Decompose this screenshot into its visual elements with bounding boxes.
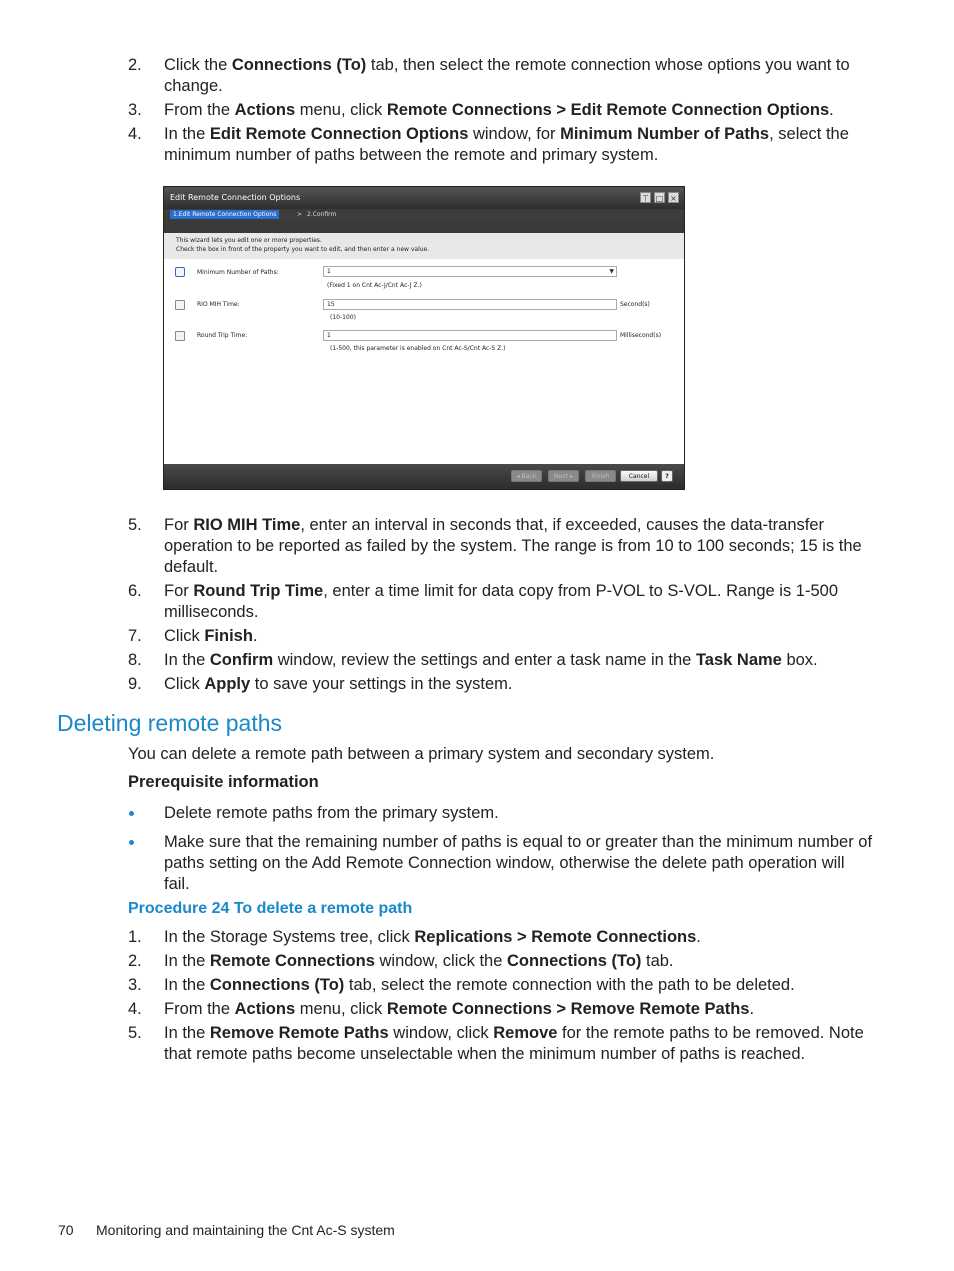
- step-text: .: [749, 1000, 755, 1018]
- step-item: [128, 975, 873, 996]
- step-number: 4.: [128, 125, 142, 143]
- step-text: In the: [164, 651, 210, 669]
- wizard-info: [164, 233, 684, 259]
- step-text: , enter a time limit for data copy from P-VOL to S-VOL. Range is 1-500 milliseconds.: [164, 582, 838, 621]
- step-text: .: [252, 627, 258, 645]
- step-text: menu, click: [295, 101, 387, 119]
- step-bold-text: Connections (To): [209, 976, 345, 994]
- step-text: From the: [164, 101, 235, 119]
- step-text: to save your settings in the system.: [250, 675, 513, 693]
- wizard-steps: [164, 209, 684, 221]
- step-text: In the: [164, 952, 210, 970]
- step-number: 6.: [128, 582, 142, 600]
- step-text: box.: [781, 651, 818, 669]
- step-item: [128, 100, 873, 121]
- step-bold-text: Apply: [204, 675, 251, 693]
- step-text: window, click the: [374, 952, 507, 970]
- min-paths-select[interactable]: [323, 266, 617, 277]
- round-trip-checkbox[interactable]: [175, 331, 185, 341]
- step-bold-text: Connections (To): [506, 952, 642, 970]
- chevron-down-icon: ▼: [609, 268, 614, 275]
- dialog-footer: [164, 464, 684, 489]
- bullet-dot: [129, 811, 134, 816]
- step-text: Click the: [164, 56, 232, 74]
- round-trip-input[interactable]: 1: [323, 330, 617, 341]
- round-trip-unit: Millisecond(s): [620, 332, 662, 339]
- steps-list-b: [128, 515, 873, 698]
- step-text: .: [829, 101, 834, 119]
- step-text: tab.: [641, 952, 674, 970]
- cancel-button[interactable]: Cancel: [620, 470, 658, 482]
- intro-paragraph: You can delete a remote path between a primary system and secondary system.: [128, 745, 715, 763]
- dialog-titlebar: [164, 187, 684, 209]
- step-bold-text: Connections (To): [231, 56, 367, 74]
- steps-list-c: [128, 927, 873, 1068]
- wizard-step-1: 1.Edit Remote Connection Options: [170, 210, 279, 219]
- bullet-item: [128, 832, 873, 895]
- steps-list-a: [128, 55, 873, 169]
- step-number: 5.: [128, 1024, 142, 1042]
- bullet-text: Make sure that the remaining number of paths is equal to or greater than the minimum number of paths setting on the Add Remote Connection window, otherwise the delete path operation will fail.: [164, 833, 873, 893]
- min-paths-hint: (Fixed 1 on Cnt Ac-J/Cnt Ac-J Z.): [327, 282, 422, 289]
- step-text: , select the minimum number of paths between the remote and primary system.: [164, 125, 849, 164]
- step-bold-text: Minimum Number of Paths: [560, 125, 770, 143]
- step-number: 7.: [128, 627, 142, 645]
- step-item: [128, 515, 873, 578]
- step-text: window, click: [388, 1024, 494, 1042]
- rio-mih-unit: Second(s): [620, 301, 650, 308]
- min-paths-checkbox[interactable]: [175, 267, 185, 277]
- step-number: 3.: [128, 101, 142, 119]
- prereq-bullets: [128, 803, 873, 903]
- step-item: [128, 1023, 873, 1065]
- rio-mih-checkbox[interactable]: [175, 300, 185, 310]
- step-number: 5.: [128, 516, 142, 534]
- step-bold-text: Remote Connections > Remove Remote Paths: [386, 1000, 750, 1018]
- step-item: [128, 650, 873, 671]
- step-text: In the: [164, 125, 210, 143]
- page-number: 70: [58, 1222, 74, 1238]
- step-number: 1.: [128, 928, 142, 946]
- step-item: [128, 674, 873, 695]
- step-bold-text: Task Name: [695, 651, 782, 669]
- page-footer: [58, 1222, 395, 1238]
- procedure-title: Procedure 24 To delete a remote path: [128, 900, 413, 917]
- step-text: for the remote paths to be removed. Note that remote paths become unselectable when the minimum number of paths is reached.: [164, 1024, 864, 1063]
- step-bold-text: Actions: [234, 1000, 296, 1018]
- rio-mih-hint: (10-100): [330, 314, 356, 321]
- step-text: From the: [164, 1000, 235, 1018]
- step-bold-text: Confirm: [209, 651, 274, 669]
- step-bold-text: Remote Connections > Edit Remote Connection Options: [386, 101, 830, 119]
- step-bold-text: Remove: [493, 1024, 558, 1042]
- footer-section: Monitoring and maintaining the Cnt Ac-S system: [96, 1222, 395, 1238]
- dialog-title: Edit Remote Connection Options: [170, 193, 301, 202]
- step-number: 3.: [128, 976, 142, 994]
- step-number: 9.: [128, 675, 142, 693]
- step-text: Click: [164, 675, 205, 693]
- step-item: [128, 581, 873, 623]
- step-number: 2.: [128, 56, 142, 74]
- next-button[interactable]: Next ▸: [548, 470, 579, 482]
- prereq-heading: Prerequisite information: [128, 773, 319, 791]
- step-item: [128, 951, 873, 972]
- step-bold-text: Edit Remote Connection Options: [209, 125, 469, 143]
- step-text: .: [696, 928, 701, 946]
- info-line-1: This wizard lets you edit one or more properties.: [176, 237, 322, 244]
- round-trip-hint: (1-500, this parameter is enabled on Cnt Ac-S/Cnt Ac-S Z.): [330, 345, 506, 352]
- step-text: , enter an interval in seconds that, if exceeded, causes the data-transfer operation to be reported as failed by the system. The range is from 10 to 100 seconds; 15 is the default.: [164, 516, 862, 576]
- bullet-item: [128, 803, 873, 824]
- step-number: 4.: [128, 1000, 142, 1018]
- step-item: [128, 626, 873, 647]
- maximize-icon[interactable]: □: [655, 194, 664, 203]
- step-bold-text: Replications > Remote Connections: [414, 928, 697, 946]
- step-item: [128, 55, 873, 97]
- step-text: In the: [164, 976, 210, 994]
- edit-remote-connection-options-screenshot: [163, 186, 685, 490]
- pin-icon[interactable]: ⊤: [640, 192, 651, 203]
- step-bold-text: RIO MIH Time: [193, 516, 301, 534]
- rio-mih-label: RIO MIH Time:: [197, 301, 240, 308]
- dialog-body: [164, 259, 684, 464]
- info-line-2: Check the box in front of the property you want to edit, and then enter a new value.: [176, 246, 430, 253]
- min-paths-value: 1: [327, 268, 331, 275]
- step-bold-text: Actions: [234, 101, 296, 119]
- wizard-arrow: >: [297, 211, 303, 218]
- step-text: Click: [164, 627, 205, 645]
- step-text: In the: [164, 1024, 210, 1042]
- section-heading: Deleting remote paths: [57, 710, 283, 736]
- step-text: tab, then select the remote connection whose options you want to change.: [164, 56, 850, 95]
- rio-mih-input[interactable]: 15: [323, 299, 617, 310]
- back-button[interactable]: ◂ Back: [511, 470, 542, 482]
- step-text: For: [164, 582, 194, 600]
- step-text: In the Storage Systems tree, click: [164, 928, 415, 946]
- bullet-dot: [129, 840, 134, 845]
- step-bold-text: Remote Connections: [209, 952, 375, 970]
- step-text: tab, select the remote connection with the path to be deleted.: [344, 976, 795, 994]
- step-text: window, review the settings and enter a task name in the: [273, 651, 696, 669]
- step-number: 2.: [128, 952, 142, 970]
- min-paths-label: Minimum Number of Paths:: [197, 269, 279, 276]
- step-number: 8.: [128, 651, 142, 669]
- step-bold-text: Finish: [204, 627, 253, 645]
- finish-button[interactable]: Finish: [585, 470, 616, 482]
- help-button[interactable]: ?: [661, 470, 673, 482]
- step-text: For: [164, 516, 194, 534]
- close-icon[interactable]: ×: [668, 192, 679, 203]
- bullet-text: Delete remote paths from the primary system.: [164, 804, 499, 822]
- round-trip-label: Round Trip Time:: [197, 332, 248, 339]
- step-item: [128, 124, 873, 166]
- step-item: [128, 927, 873, 948]
- step-item: [128, 999, 873, 1020]
- step-text: window, for: [468, 125, 561, 143]
- step-text: menu, click: [295, 1000, 387, 1018]
- step-bold-text: Round Trip Time: [193, 582, 324, 600]
- step-bold-text: Remove Remote Paths: [209, 1024, 389, 1042]
- wizard-step-2: 2.Confirm: [307, 211, 337, 218]
